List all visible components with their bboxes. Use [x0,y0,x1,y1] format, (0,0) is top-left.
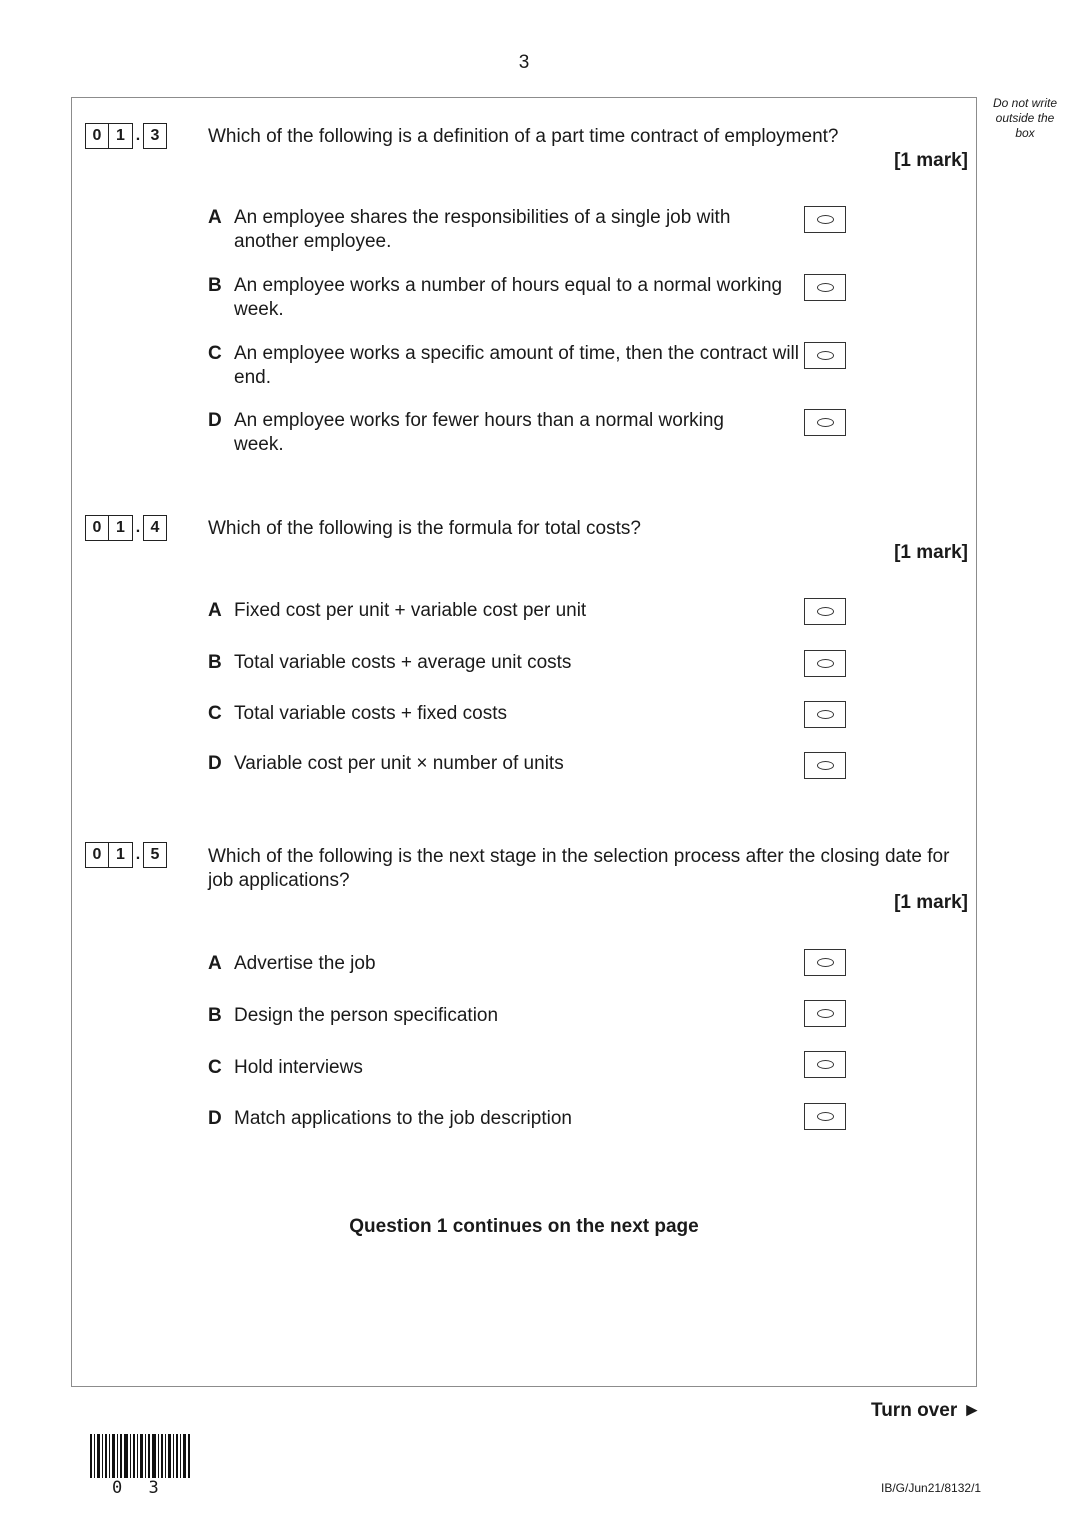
answer-box[interactable] [804,274,846,301]
barcode-number: 0 3 [112,1478,167,1498]
answer-bubble[interactable] [817,607,834,616]
question-number: 0 1 . 5 [85,842,167,868]
option-d [208,1107,788,1131]
answer-box[interactable] [804,342,846,369]
turn-over-label: Turn over ► [871,1400,982,1421]
option-a [208,952,788,976]
option-a [208,206,788,254]
question-number-digit: 4 [143,515,167,541]
answer-box[interactable] [804,1051,846,1078]
question-number: 0 1 . 4 [85,515,167,541]
option-d [208,409,768,457]
answer-box[interactable] [804,206,846,233]
option-letter: A [208,207,222,228]
option-c [208,1056,788,1080]
option-b [208,1004,788,1028]
option-letter: B [208,275,222,296]
margin-note: Do not write outside the box [992,96,1058,140]
option-text: An employee works for fewer hours than a normal working week. [234,410,725,455]
answer-bubble[interactable] [817,710,834,719]
mark-allocation: [1 mark] [894,150,968,171]
answer-box[interactable] [804,1103,846,1130]
answer-bubble[interactable] [817,215,834,224]
option-b [208,651,788,675]
answer-box[interactable] [804,752,846,779]
option-letter: D [208,753,222,774]
mark-allocation: [1 mark] [894,892,968,913]
answer-bubble[interactable] [817,659,834,668]
option-c [208,342,804,390]
option-letter: C [208,703,222,724]
answer-bubble[interactable] [817,1009,834,1018]
option-d [208,752,788,776]
answer-bubble[interactable] [817,1060,834,1069]
answer-bubble[interactable] [817,1112,834,1121]
option-letter: A [208,953,222,974]
option-letter: C [208,343,222,364]
answer-bubble[interactable] [817,351,834,360]
answer-bubble[interactable] [817,283,834,292]
question-number-digit: 0 [85,123,109,149]
option-text: Total variable costs + fixed costs [234,703,507,724]
answer-box[interactable] [804,1000,846,1027]
question-number-digit: 3 [143,123,167,149]
option-text: Total variable costs + average unit costs [234,652,572,673]
option-letter: A [208,600,222,621]
option-letter: B [208,652,222,673]
continues-note: Question 1 continues on the next page [349,1216,699,1237]
option-letter: D [208,1108,222,1129]
barcode [90,1434,190,1478]
option-letter: C [208,1057,222,1078]
option-text: Variable cost per unit × number of units [234,753,564,774]
option-letter: D [208,410,222,431]
question-number-digit: 0 [85,515,109,541]
answer-box[interactable] [804,650,846,677]
option-text: Advertise the job [234,953,376,974]
question-number-digit: 1 [109,842,133,868]
option-letter: B [208,1005,222,1026]
answer-bubble[interactable] [817,761,834,770]
answer-box[interactable] [804,949,846,976]
question-text: Which of the following is the formula for total costs? [208,518,641,539]
answer-bubble[interactable] [817,958,834,967]
paper-code: IB/G/Jun21/8132/1 [881,1481,982,1495]
answer-box[interactable] [804,701,846,728]
question-text: Which of the following is a definition of a part time contract of employment? [208,126,839,147]
question-number: 0 1 . 3 [85,123,167,149]
option-text: Hold interviews [234,1057,363,1078]
option-b [208,274,788,322]
option-text: Design the person specification [234,1005,499,1026]
option-text: Fixed cost per unit + variable cost per unit [234,600,587,621]
option-c [208,702,788,726]
option-a [208,599,788,623]
option-text: An employee shares the responsibilities of a single job with another employee. [234,207,731,252]
answer-bubble[interactable] [817,418,834,427]
question-number-digit: 1 [109,123,133,149]
question-number-digit: 5 [143,842,167,868]
answer-box[interactable] [804,409,846,436]
option-text: An employee works a number of hours equal to a normal working week. [234,275,783,320]
question-number-digit: 0 [85,842,109,868]
option-text: Match applications to the job description [234,1108,572,1129]
answer-box[interactable] [804,598,846,625]
question-text: Which of the following is the next stage in the selection process after the closing date for job applications? [208,846,950,891]
mark-allocation: [1 mark] [894,542,968,563]
option-text: An employee works a specific amount of time, then the contract will end. [234,343,799,388]
page-number: 3 [518,52,530,73]
question-number-digit: 1 [109,515,133,541]
